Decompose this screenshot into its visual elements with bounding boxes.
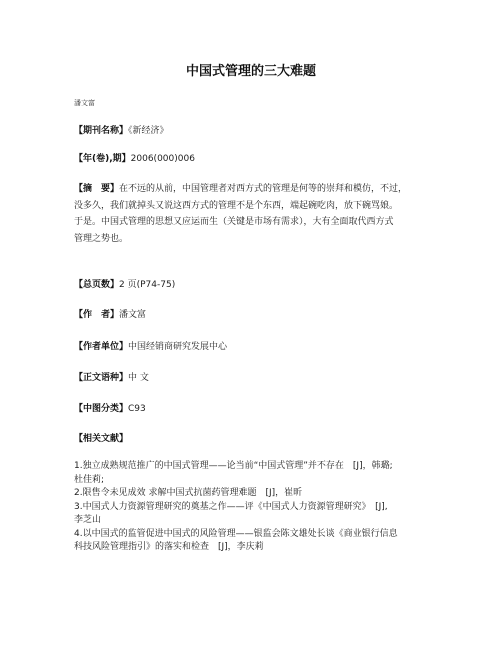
document-title: 中国式管理的三大难题: [185, 64, 316, 79]
abstract-field: [74, 181, 434, 247]
year-issue-field: [74, 152, 434, 167]
affiliation-label: 【作者单位】: [74, 342, 129, 352]
abstract-text-1: 在不远的从前，中国管理者对西方式的管理是何等的崇拜和模仿，不过，: [119, 184, 408, 194]
reference-3-line-2: 李芝山: [74, 515, 102, 525]
classification-field: [74, 402, 434, 417]
reference-3-line-1: 3.中国式人力资源管理研究的奠基之作——评《中国式人力资源管理研究》 [J],: [74, 501, 388, 512]
author-label: 【作 者】: [74, 310, 120, 320]
reference-4-line-2: 科技风险管理指引》的落实和检查 [J]，李庆莉: [74, 542, 264, 552]
reference-item-4: [74, 528, 434, 555]
abstract-label: 【摘 要】: [74, 184, 120, 194]
classification-label: 【中图分类】: [74, 404, 129, 414]
reference-item-3: [74, 501, 434, 528]
journal-label: 【期刊名称】: [74, 126, 129, 136]
pages-label: 【总页数】: [74, 280, 120, 290]
abstract-line-4: 管理之势也。: [74, 233, 129, 244]
affiliation-value: 中国经销商研究发展中心: [128, 342, 228, 352]
abstract-line-1: [74, 181, 434, 198]
references-list: [74, 460, 434, 555]
reference-1-line-1: 1.独立成熟规范推广的中国式管理——论当前“中国式管理”并不存在 [J]，韩璐;: [74, 461, 393, 471]
abstract-line-3: 于是。中国式管理的思想又应运而生（关键是市场有需求），大有全面取代西方式: [74, 217, 394, 227]
pages-value: 2 页(P74-75): [119, 280, 176, 290]
references-label: 【相关文献】: [74, 434, 129, 444]
author-value: 潘文富: [119, 310, 147, 320]
references-heading: [74, 432, 434, 447]
reference-item-1: [74, 460, 434, 487]
author-field: [74, 308, 434, 323]
year-issue-value: 2006(000)006: [130, 154, 195, 164]
classification-value: C93: [128, 404, 146, 414]
reference-2-line-1: 2.限售令未见成效 求解中国式抗菌药管理难题 [J]，崔昕: [74, 488, 303, 498]
author-byline: 潘文富: [74, 99, 95, 107]
journal-value: 《新经济》: [128, 126, 169, 136]
journal-field: [74, 124, 434, 139]
affiliation-field: [74, 340, 434, 355]
year-issue-label: 【年(卷),期】: [74, 154, 131, 164]
language-value: 中 文: [128, 373, 149, 383]
language-field: [74, 371, 434, 386]
reference-4-line-1: 4.以中国式的监管促进中国式的风险管理——银监会陈文雄处长谈《商业银行信息: [74, 528, 398, 539]
language-label: 【正文语种】: [74, 373, 129, 383]
pages-field: [74, 278, 434, 293]
reference-item-2: [74, 487, 434, 501]
reference-1-line-2: 杜佳莉;: [74, 474, 105, 485]
abstract-line-2: 没多久，我们就掉头又说这西方式的管理不是个东西，端起碗吃肉，放下碗骂娘。: [74, 200, 399, 211]
